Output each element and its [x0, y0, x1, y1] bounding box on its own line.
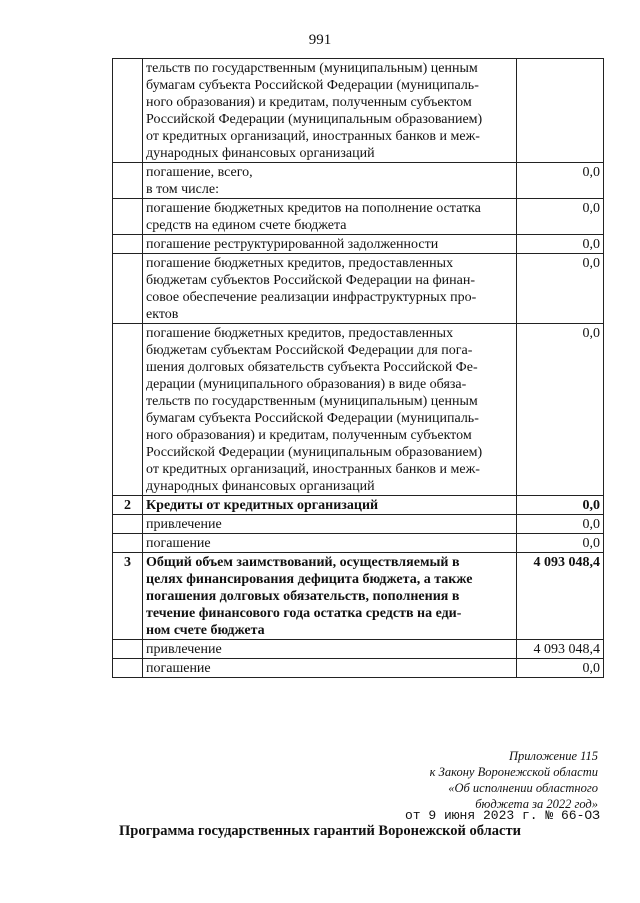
- row-value: 0,0: [517, 515, 604, 534]
- row-description: [143, 534, 517, 553]
- description-line: Общий объем заимствований, осуществляемый в: [146, 555, 460, 570]
- row-number: [113, 163, 143, 199]
- table-row: [113, 553, 604, 640]
- table-row: [113, 496, 604, 515]
- description-line: ном счете бюджета: [146, 623, 265, 638]
- appendix-line: «Об исполнении областного: [448, 781, 598, 795]
- row-number: 2: [113, 496, 143, 515]
- row-number: [113, 254, 143, 324]
- description-line: бумагам субъекта Российской Федерации (муниципаль-: [146, 78, 479, 93]
- row-value: [517, 59, 604, 163]
- appendix-note: [430, 748, 598, 812]
- description-line: от кредитных организаций, иностранных банков и меж-: [146, 129, 480, 144]
- table-row: [113, 534, 604, 553]
- table-row: [113, 324, 604, 496]
- borrowing-table: [112, 58, 604, 678]
- row-value: 4 093 048,4: [517, 640, 604, 659]
- table-row: [113, 515, 604, 534]
- description-line: целях финансирования дефицита бюджета, а также: [146, 572, 473, 587]
- description-line: погашение реструктурированной задолженности: [146, 237, 439, 252]
- row-number: [113, 640, 143, 659]
- row-number: [113, 235, 143, 254]
- page-number: 991: [308, 32, 332, 48]
- table-row: [113, 235, 604, 254]
- row-number: [113, 59, 143, 163]
- law-date-stamp: от 9 июня 2023 г. № 66-ОЗ: [404, 808, 600, 823]
- description-line: бумагам субъекта Российской Федерации (муниципаль-: [146, 411, 479, 426]
- description-line: средств на едином счете бюджета: [146, 218, 347, 233]
- row-value: 0,0: [517, 163, 604, 199]
- description-line: от кредитных организаций, иностранных банков и меж-: [146, 462, 480, 477]
- description-line: тельств по государственным (муниципальным) ценным: [146, 394, 478, 409]
- description-line: дерации (муниципального образования) в виде обяза-: [146, 377, 467, 392]
- description-line: Кредиты от кредитных организаций: [146, 498, 379, 513]
- row-value: 0,0: [517, 235, 604, 254]
- description-line: совое обеспечение реализации инфраструктурных про-: [146, 290, 477, 305]
- row-value: 0,0: [517, 199, 604, 235]
- appendix-line: к Закону Воронежской области: [429, 765, 598, 779]
- description-line: тельств по государственным (муниципальным) ценным: [146, 61, 478, 76]
- table-row: [113, 640, 604, 659]
- description-line: дународных финансовых организаций: [146, 146, 375, 161]
- row-value: 0,0: [517, 324, 604, 496]
- description-line: шения долговых обязательств субъекта Российской Фе-: [146, 360, 478, 375]
- description-line: дународных финансовых организаций: [146, 479, 375, 494]
- row-number: [113, 659, 143, 678]
- description-line: ного образования) и кредитам, полученным субъектом: [146, 428, 472, 443]
- row-number: 3: [113, 553, 143, 640]
- description-line: течение финансового года остатка средств на еди-: [146, 606, 462, 621]
- table-row: [113, 254, 604, 324]
- appendix-line: Приложение 115: [508, 749, 598, 763]
- row-description: [143, 163, 517, 199]
- row-description: [143, 199, 517, 235]
- description-line: привлечение: [146, 642, 222, 657]
- description-line: Российской Федерации (муниципальным образованием): [146, 445, 483, 460]
- row-description: [143, 59, 517, 163]
- table-row: [113, 59, 604, 163]
- description-line: погашения долговых обязательств, пополнения в: [146, 589, 460, 604]
- row-value: 0,0: [517, 496, 604, 515]
- row-number: [113, 515, 143, 534]
- row-number: [113, 199, 143, 235]
- table-row: [113, 659, 604, 678]
- description-line: погашение бюджетных кредитов, предоставленных: [146, 326, 454, 341]
- row-description: [143, 640, 517, 659]
- row-description: [143, 324, 517, 496]
- description-line: привлечение: [146, 517, 222, 532]
- appendix-line: бюджета за 2022 год»: [475, 797, 598, 811]
- table-row: [113, 199, 604, 235]
- description-line: погашение бюджетных кредитов на пополнение остатка: [146, 201, 481, 216]
- row-description: [143, 254, 517, 324]
- description-line: в том числе:: [146, 182, 219, 197]
- row-description: [143, 496, 517, 515]
- row-value: 0,0: [517, 534, 604, 553]
- row-value: 0,0: [517, 254, 604, 324]
- description-line: погашение: [146, 536, 211, 551]
- description-line: ектов: [146, 307, 179, 322]
- row-number: [113, 534, 143, 553]
- row-value: 4 093 048,4: [517, 553, 604, 640]
- description-line: погашение бюджетных кредитов, предоставленных: [146, 256, 454, 271]
- description-line: Российской Федерации (муниципальным образованием): [146, 112, 483, 127]
- description-line: бюджетам субъектам Российской Федерации для пога-: [146, 343, 473, 358]
- description-line: ного образования) и кредитам, полученным субъектом: [146, 95, 472, 110]
- row-number: [113, 324, 143, 496]
- description-line: погашение, всего,: [146, 165, 253, 180]
- description-line: бюджетам субъектов Российской Федерации на финан-: [146, 273, 476, 288]
- row-description: [143, 553, 517, 640]
- row-description: [143, 659, 517, 678]
- row-value: 0,0: [517, 659, 604, 678]
- program-title: Программа государственных гарантий Воронежской области: [119, 823, 521, 839]
- description-line: погашение: [146, 661, 211, 676]
- table-row: [113, 163, 604, 199]
- row-description: [143, 235, 517, 254]
- row-description: [143, 515, 517, 534]
